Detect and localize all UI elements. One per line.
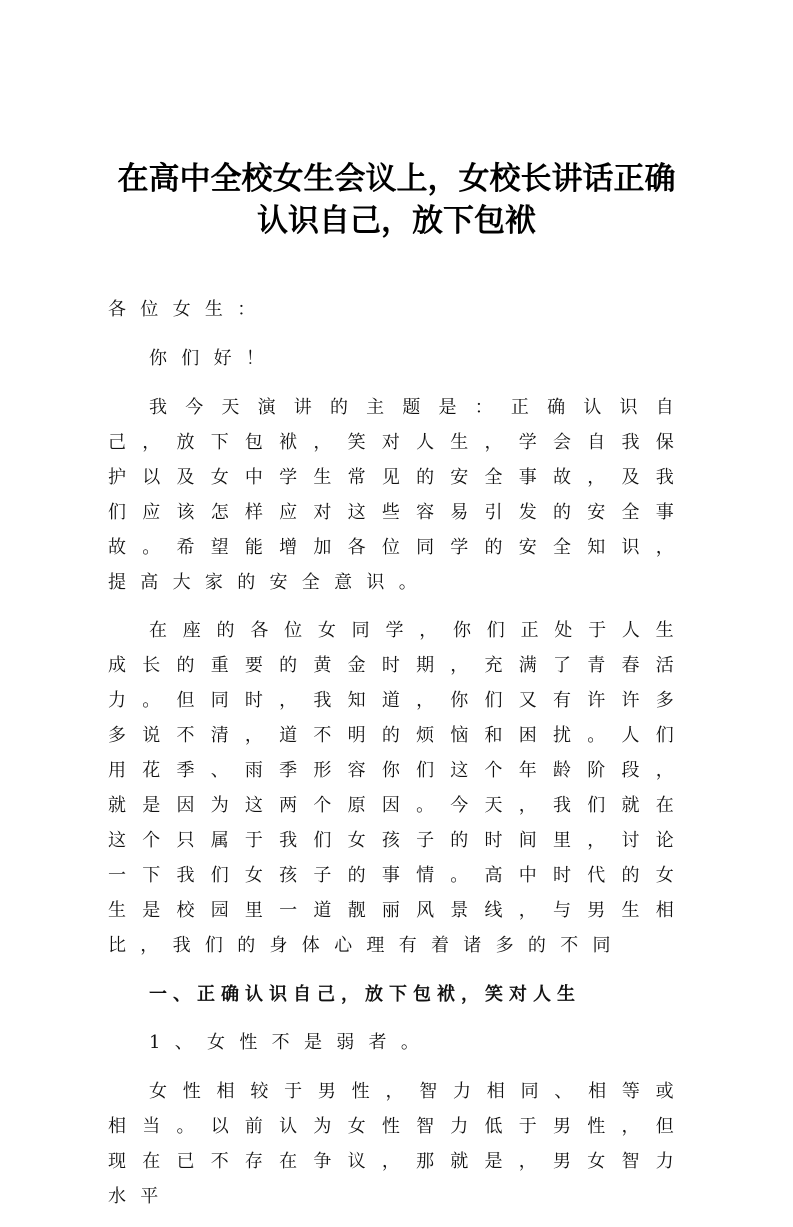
paragraph-context: 在座的各位女同学，你们正处于人生成长的重要的黄金时期，充满了青春活力。但同时，我知道，你们又有许许多多说不清，道不明的烦恼和困扰。人们用花季、雨季形容你们这个年龄阶段，就是因为这两个原因。今天，我们就在这个只属于我们女孩子的时间里，讨论一下我们女孩子的事情。高中时代的女生是校园里一道靓丽风景线，与男生相比，我们的身体心理有着诸多的不同 — [108, 620, 688, 956]
paragraph-intro: 我今天演讲的主题是：正确认识自己，放下包袱，笑对人生，学会自我保护以及女中学生常见的安全事故，及我们应该怎样应对这些容易引发的安全事故。希望能增加各位同学的安全知识，提高大家的安全意识。 — [108, 396, 688, 593]
paragraph-intelligence: 女性相较于男性，智力相同、相等或相当。以前认为女性智力低于男性，但现在已不存在争议，那就是，男女智力水平 — [108, 1080, 688, 1207]
document-body — [108, 292, 688, 1227]
document-title — [0, 158, 793, 242]
salutation: 各位女生： — [108, 299, 270, 320]
subheading: 1、女性不是弱者。 — [149, 1032, 434, 1053]
greeting: 你们好！ — [149, 348, 279, 369]
title-line-1: 在高中全校女生会议上，女校长讲话正确 — [117, 161, 676, 197]
section-heading: 一、正确认识自己，放下包袱，笑对人生 — [149, 983, 581, 1005]
title-line-2: 认识自己，放下包袱 — [257, 203, 536, 239]
